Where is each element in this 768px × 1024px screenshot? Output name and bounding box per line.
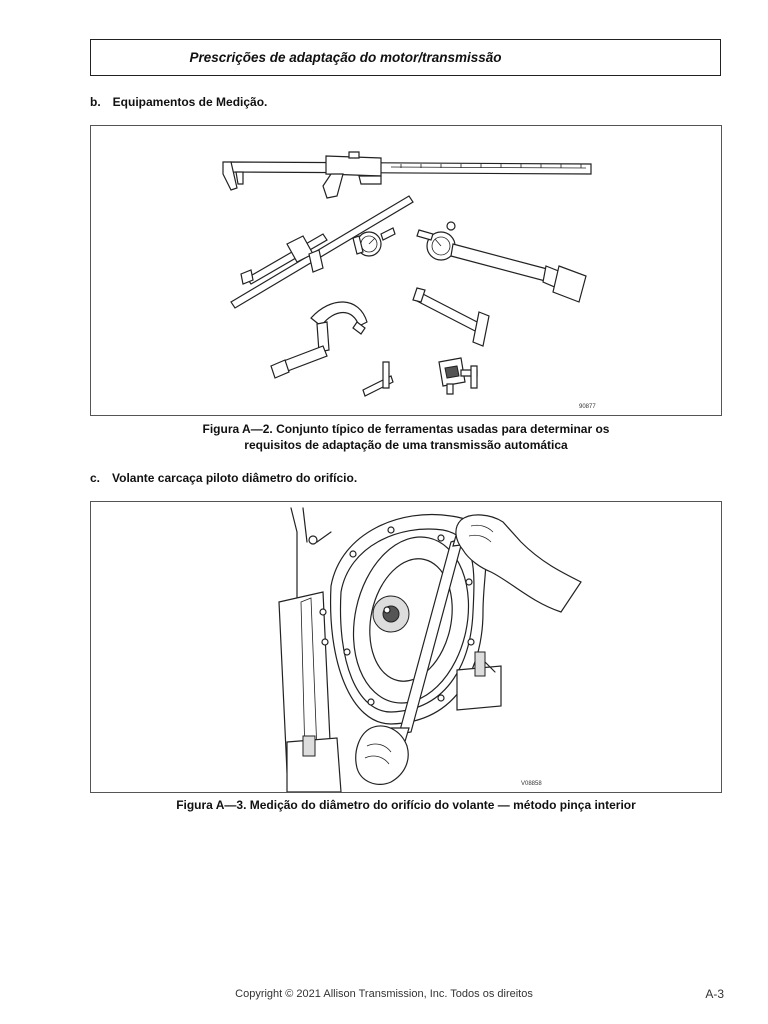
- telescoping-gauge: [413, 288, 489, 346]
- figure-a2-code: 90877: [579, 404, 596, 410]
- section-b-heading: [90, 95, 267, 109]
- dial-indicator-handle: [417, 222, 586, 302]
- small-clamp-tool: [439, 358, 477, 394]
- section-b-text: Equipamentos de Medição.: [112, 95, 268, 109]
- section-c-marker: c.: [90, 471, 101, 485]
- section-b-marker: b.: [90, 95, 101, 109]
- caliper-tool: [223, 152, 591, 198]
- t-handle-gauge: [363, 362, 393, 396]
- lower-hand: [356, 726, 408, 784]
- figure-a2-caption: [90, 421, 722, 453]
- header-title: Prescrições de adaptação do motor/transmissão: [189, 50, 502, 65]
- figure-a2-caption-line2: requisitos de adaptação de uma transmissão automática: [244, 438, 568, 452]
- dial-depth-gauge: [231, 196, 413, 308]
- figure-a3-caption: Figura A—3. Medição do diâmetro do orifício do volante — método pinça interior: [176, 798, 636, 812]
- figure-a3-illustration: [91, 502, 721, 792]
- support-stand: [279, 508, 341, 792]
- section-c-heading: [90, 471, 357, 485]
- figure-a3-frame: [90, 501, 722, 793]
- micrometer-tool: [271, 302, 367, 378]
- figure-a2-frame: [90, 125, 722, 416]
- section-c-text: Volante carcaça piloto diâmetro do orifício.: [112, 471, 358, 485]
- figure-a2-caption-line1: Figura A—2. Conjunto típico de ferramentas usadas para determinar os: [202, 422, 610, 436]
- figure-a3-code: V08858: [521, 781, 542, 787]
- page-header: [90, 39, 721, 76]
- figure-a2-illustration: [91, 126, 721, 415]
- footer-copyright: Copyright © 2021 Allison Transmission, Inc. Todos os direitos: [235, 988, 533, 1000]
- footer-page-number: A-3: [705, 987, 724, 1001]
